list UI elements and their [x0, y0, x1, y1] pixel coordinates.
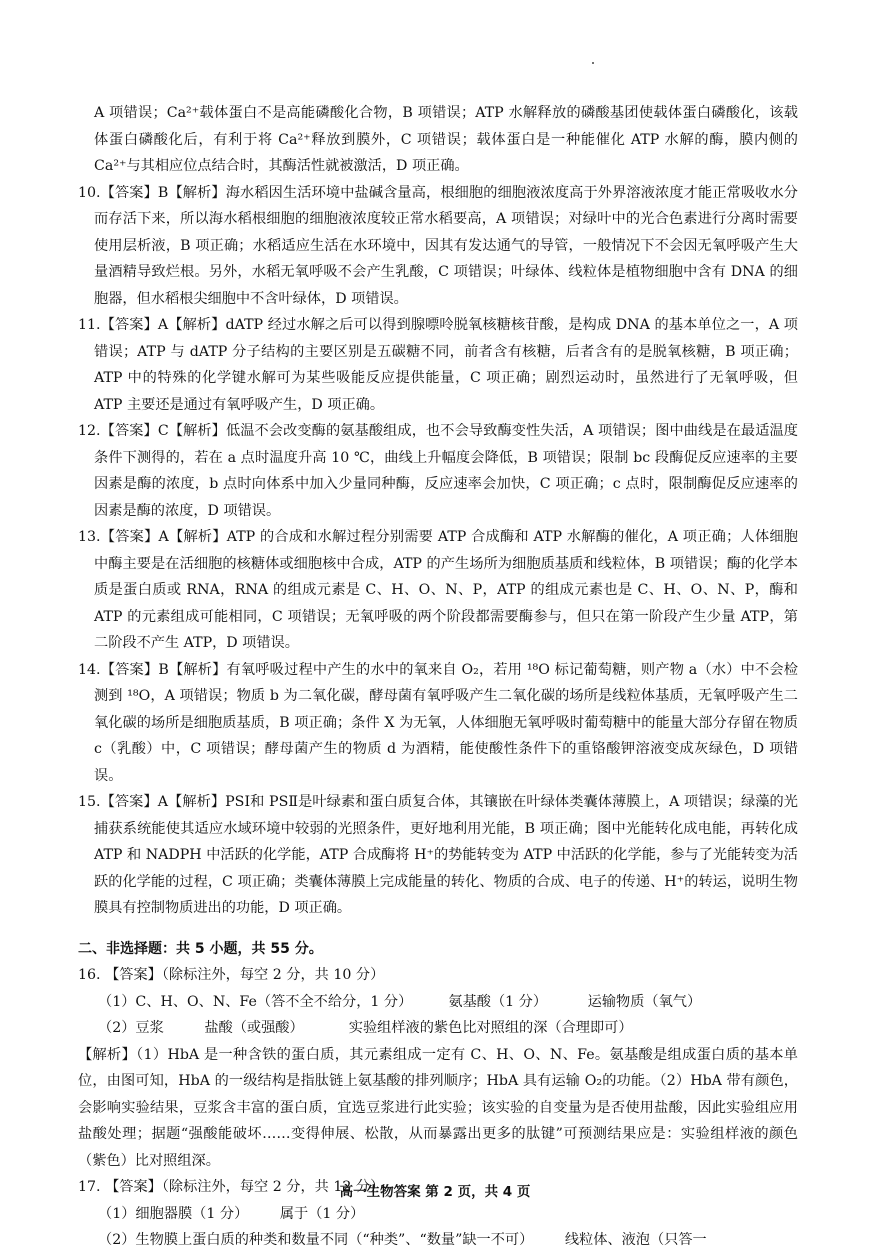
q16-heading: 16. 【答案】（除标注外，每空 2 分，共 10 分） [78, 967, 385, 983]
answer-content [78, 100, 798, 1254]
page-footer: 高一生物答案 第 2 页，共 4 页 [339, 1184, 531, 1200]
q14-answer: 14.【答案】B【解析】有氧呼吸过程中产生的水中的氧来自 O₂，若用 ¹⁸O 标记葡萄糖，则产物 a（水）中不会检测到 ¹⁸O，A 项错误；物质 b 为二氧化碳，酵母菌有氧呼吸产生二氧化碳的场所是线粒体基质，无氧呼吸产生二氧化碳的场所是细胞质基质，B 项正确；条件 X 为无氧，人体细胞无氧呼吸时葡萄糖中的能量大部分存留在物质 c（乳酸）中，C 项错误；酵母菌产生的物质 d 为酒精，能使酸性条件下的重铬酸钾溶液变成灰绿色，D 项错误。 [78, 661, 798, 784]
q11-answer: 11.【答案】A【解析】dATP 经过水解之后可以得到腺嘌呤脱氧核糖核苷酸，是构成 DNA 的基本单位之一，A 项错误；ATP 与 dATP 分子结构的主要区别是五碳糖不同，前者含有核糖，后者含有的是脱氧核糖，B 项正确；ATP 中的特殊的化学键水解可为某些吸能反应提供能量，C 项正确；剧烈运动时，虽然进行了无氧呼吸，但 ATP 主要还是通过有氧呼吸产生，D 项正确。 [78, 317, 798, 413]
section-title: 二、非选择题：共 5 小题，共 55 分。 [78, 940, 323, 957]
q15-answer: 15.【答案】A【解析】PSⅠ和 PSⅡ是叶绿素和蛋白质复合体，其镶嵌在叶绿体类囊体薄膜上，A 项错误；绿藻的光捕获系统能使其适应水域环境中较弱的光照条件，更好地利用光能，B 项正确；图中光能转化成电能，再转化成 ATP 和 NADPH 中活跃的化学能，ATP 合成酶将 H⁺的势能转变为 ATP 中活跃的化学能，参与了光能转变为活跃的化学能的过程，C 项正确；类囊体薄膜上完成能量的转化、物质的合成、电子的传递、H⁺的转运，说明生物膜具有控制物质进出的功能，D 项正确。 [78, 794, 798, 916]
q16-analysis: 【解析】（1）HbA 是一种含铁的蛋白质，其元素组成一定有 C、H、O、N、Fe。氨基酸是组成蛋白质的基本单位，由图可知，HbA 的一级结构是指肽链上氨基酸的排列顺序；HbA 具有运输 O₂的功能。（2）HbA 带有颜色，会影响实验结果，豆浆含丰富的蛋白质，宜选豆浆进行此实验；该实验的自变量为是否使用盐酸，因此实验组应用盐酸处理；据题“强酸能破坏……变得伸展、松散，从而暴露出更多的肽键”可预测结果应是：实验组样液的颜色（紫色）比对照组深。 [78, 1046, 798, 1169]
q12-answer: 12.【答案】C【解析】低温不会改变酶的氨基酸组成，也不会导致酶变性失活，A 项错误；图中曲线是在最适温度条件下测得的，若在 a 点时温度升高 10 ℃，曲线上升幅度会降低，B 项错误；限制 bc 段酶促反应速率的主要因素是酶的浓度，b 点时向体系中加入少量同种酶，反应速率会加快，C 项正确；c 点时，限制酶促反应速率的因素是酶的浓度，D 项错误。 [78, 423, 798, 519]
q16-answer-line-1: （1）C、H、O、N、Fe（答不全不给分，1 分） 氨基酸（1 分） 运输物质（氧气） [98, 993, 702, 1010]
q17-heading: 17. 【答案】（除标注外，每空 2 分，共 12 分） [78, 1179, 385, 1195]
q10-answer: 10.【答案】B【解析】海水稻因生活环境中盐碱含量高，根细胞的细胞液浓度高于外界溶液浓度才能正常吸收水分而存活下来，所以海水稻根细胞的细胞液浓度较正常水稻要高，A 项错误；对绿叶中的光合色素进行分离时需要使用层析液，B 项正确；水稻适应生活在水环境中，因其有发达通气的导管，一般情况下不会因无氧呼吸产生大量酒精导致烂根。另外，水稻无氧呼吸不会产生乳酸，C 项错误；叶绿体、线粒体是植物细胞中含有 DNA 的细胞器，但水稻根尖细胞中不含叶绿体，D 项错误。 [78, 184, 798, 307]
q9-continuation: A 项错误；Ca²⁺载体蛋白不是高能磷酸化合物，B 项错误；ATP 水解释放的磷酸基团使载体蛋白磷酸化，该载体蛋白磷酸化后，有利于将 Ca²⁺释放到膜外，C 项错误；载体蛋白是一种能催化 ATP 水解的酶，膜内侧的 Ca²⁺与其相应位点结合时，其酶活性就被激活，D 项正确。 [94, 105, 798, 174]
q17-answer-line-2: （2）生物膜上蛋白质的种类和数量不同（“种类”、“数量”缺一不可） 线粒体、液泡（只答一 [98, 1232, 707, 1248]
q13-answer: 13.【答案】A【解析】ATP 的合成和水解过程分别需要 ATP 合成酶和 ATP 水解酶的催化，A 项正确；人体细胞中酶主要是在活细胞的核糖体或细胞核中合成，ATP 的产生场所为细胞质基质和线粒体，B 项错误；酶的化学本质是蛋白质或 RNA，RNA 的组成元素是 C、H、O、N、P，ATP 的组成元素也是 C、H、O、N、P，酶和 ATP 的元素组成可能相同，C 项错误；无氧呼吸的两个阶段都需要酶参与，但只在第一阶段产生少量 ATP，第二阶段不产生 ATP，D 项错误。 [78, 529, 798, 651]
q16-answer-line-2: （2）豆浆 盐酸（或强酸） 实验组样液的紫色比对照组的深（合理即可） [98, 1020, 633, 1036]
q17-answer-line-1: （1）细胞器膜（1 分） 属于（1 分） [98, 1205, 365, 1222]
scan-speck [592, 62, 594, 64]
